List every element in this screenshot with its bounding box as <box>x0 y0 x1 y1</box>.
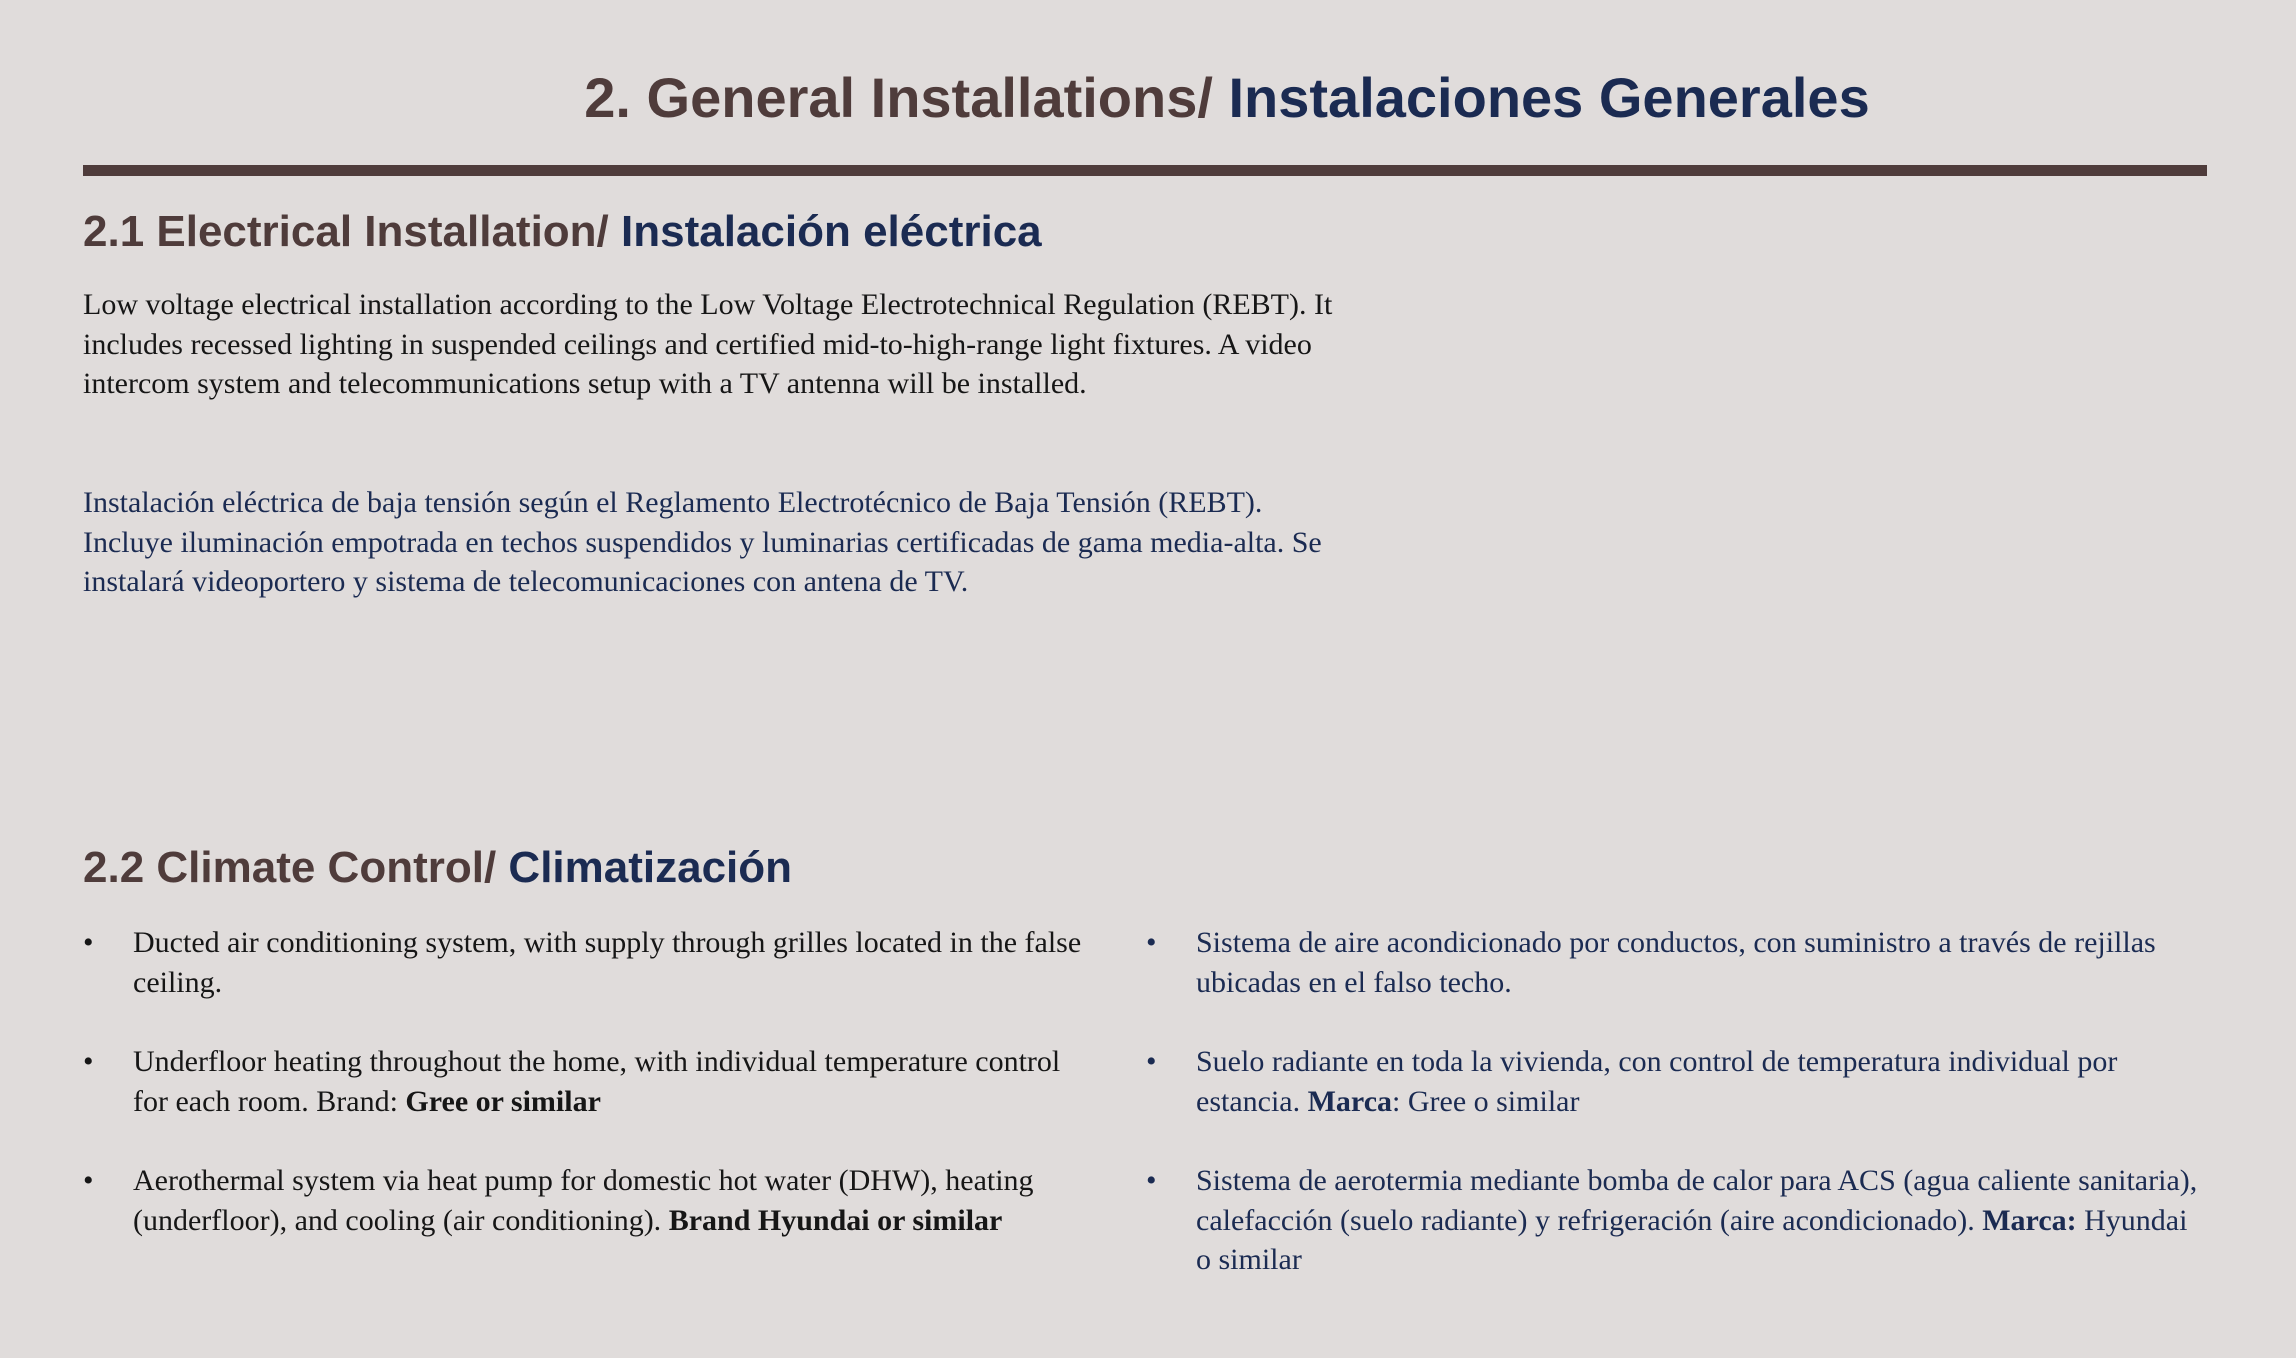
bullet-icon: • <box>83 1164 94 1197</box>
electrical-heading-english: 2.1 Electrical Installation/ <box>83 207 609 256</box>
page-title-spanish: Instalaciones Generales <box>1228 66 1870 129</box>
list-item <box>1146 923 2206 1002</box>
electrical-description-spanish: Instalación eléctrica de baja tensión según el Reglamento Electrotécnico de Baja Tensión (REBT). Incluye iluminación empotrada en techos suspendidos y luminarias certificadas de gama media-alta. Se instalará videoportero y sistema de telecomunicaciones con antena de TV. <box>83 486 1322 598</box>
list-item-text: Sistema de aerotermia mediante bomba de calor para ACS (agua caliente sanitaria), calefacción (suelo radiante) y refrigeración (aire acondicionado). <box>1196 1164 2198 1237</box>
list-item <box>83 1042 1083 1121</box>
page-title <box>0 62 2296 134</box>
bullet-icon: • <box>1146 1045 1157 1078</box>
brand-name: Hyundai o similar <box>1196 1203 2188 1276</box>
brand-label: Marca: <box>1982 1203 2077 1237</box>
list-item <box>83 923 1083 1002</box>
list-item-text: Ducted air conditioning system, with supply through grilles located in the false ceiling. <box>133 926 1082 999</box>
page-title-english: 2. General Installations/ <box>584 66 1213 129</box>
bullet-icon: • <box>1146 1164 1157 1197</box>
section-heading-climate <box>83 840 792 896</box>
list-item <box>1146 1161 2206 1280</box>
climate-heading-spanish: Climatización <box>508 843 793 892</box>
list-item <box>1146 1042 2206 1121</box>
brand-label: Marca <box>1307 1084 1393 1118</box>
section-heading-electrical <box>83 204 1042 260</box>
brand-name: Gree or similar <box>405 1084 601 1118</box>
electrical-description-english: Low voltage electrical installation according to the Low Voltage Electrotechnical Regulation (REBT). It includes recessed lighting in suspended ceilings and certified mid-to-high-range light fixtures. A video intercom system and telecommunications setup with a TV antenna will be installed. <box>83 288 1333 400</box>
climate-list-spanish <box>1146 923 2206 1320</box>
list-item-text: Sistema de aire acondicionado por conductos, con suministro a través de rejillas ubicadas en el falso techo. <box>1196 926 2156 999</box>
list-item-text: Suelo radiante en toda la vivienda, con control de temperatura individual por estancia. <box>1196 1045 2118 1118</box>
list-item-text: Aerothermal system via heat pump for domestic hot water (DHW), heating (underfloor), and cooling (air conditioning). <box>133 1164 1034 1237</box>
climate-list-english <box>83 923 1083 1280</box>
bullet-icon: • <box>83 1045 94 1078</box>
electrical-heading-spanish: Instalación eléctrica <box>621 207 1042 256</box>
title-divider <box>83 165 2207 176</box>
list-item <box>83 1161 1083 1240</box>
climate-heading-english: 2.2 Climate Control/ <box>83 843 497 892</box>
bullet-icon: • <box>83 926 94 959</box>
brand-name: Brand Hyundai or similar <box>668 1203 1003 1237</box>
brand-name: : Gree o similar <box>1392 1084 1580 1118</box>
bullet-icon: • <box>1146 926 1157 959</box>
list-item-text: Underfloor heating throughout the home, with individual temperature control for each room. Brand: <box>133 1045 1061 1118</box>
